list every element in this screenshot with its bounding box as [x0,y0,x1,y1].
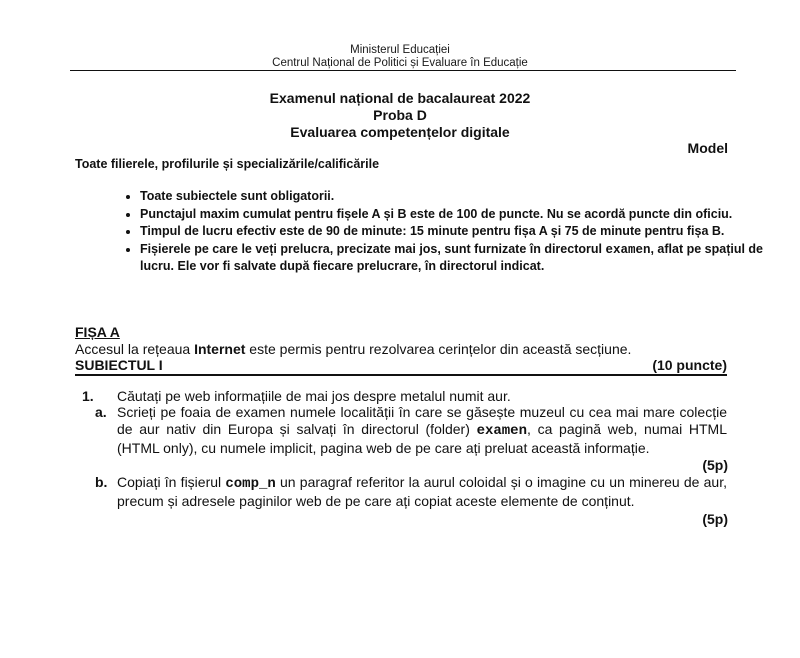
file-name: comp_n [225,476,276,492]
access-note [75,341,631,357]
exam-proba: Proba D [373,107,427,123]
subiect-header [75,357,727,376]
access-text: este permis pentru rezolvarea cerințelor din această secțiune. [245,341,632,357]
rule-item [140,241,780,275]
item-text [117,404,727,457]
subiect-points: (10 puncte) [652,357,727,373]
model-label: Model [687,140,728,156]
item-text-part: un paragraf referitor la aurul coloidal și o imagine cu un minereu de aur, precum și adresele paginilor web de pe care ați copiat aceste elemente de conținut. [117,474,727,509]
rule-item: • Timpul de lucru efectiv este de 90 de minute: 15 minute pentru fișa A și 75 de minute pentru fișa B. [140,223,780,240]
rule-text: , aflat pe spațiul de lucru. Ele vor fi salvate după fiecare prelucrare, în directorul indicat. [140,241,763,273]
question-1 [82,388,511,404]
item-letter: a. [95,404,107,420]
rule-item: • Punctajul maxim cumulat pentru fișele A și B este de 100 de puncte. Nu se acordă puncte din oficiu. [140,206,780,223]
audience-line: Toate filierele, profilurile și specializările/calificările [75,157,380,171]
item-text-part: , ca pagină web, numai HTML (HTML only), cu numele implicit, pagina web de pe care ați preluat această informație. [117,421,727,456]
subiect-title: SUBIECTUL I [75,357,163,373]
rule-text: Fișierele pe care le veți prelucra, precizate mai jos, sunt furnizate în directorul [140,241,606,256]
exam-subtitle: Evaluarea competențelor digitale [290,124,510,140]
ministry-name: Ministerul Educației [350,44,450,56]
fisa-title: FIȘA A [75,324,120,340]
folder-name: examen [476,423,527,439]
exam-title: Examenul național de bacalaureat 2022 [269,90,531,106]
item-letter: b. [95,474,108,490]
question-text: Căutați pe web informațiile de mai jos despre metalul numit aur. [117,388,511,404]
question-item-b [95,474,727,510]
question-number: 1. [82,388,94,404]
question-item-a [95,404,727,457]
folder-name: examen [605,242,651,257]
item-b-points: (5p) [702,511,728,527]
access-text: Accesul la rețeaua [75,341,195,357]
center-name: Centrul Național de Politici și Evaluare în Educație [272,57,528,69]
access-internet: Internet [194,341,246,357]
rules-list [100,188,780,276]
item-text [117,474,727,510]
item-text-part: Scrieți pe foaia de examen numele localității în care se găsește muzeul cu cea mai mare colecție de aur nativ din Europa și salvați în directorul (folder) [117,404,727,437]
item-a-points: (5p) [702,457,728,473]
item-text-part: Copiați în fișierul [117,474,226,490]
header-divider [70,70,736,71]
rule-item: • Toate subiectele sunt obligatorii. [140,188,780,205]
